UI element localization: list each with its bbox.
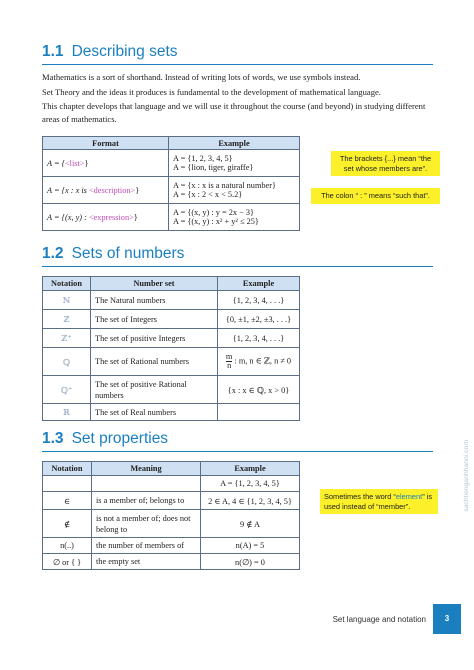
meaning-cell xyxy=(92,476,201,492)
meaning-cell: is a member of; belongs to xyxy=(92,492,201,510)
table-row xyxy=(43,554,300,570)
example-cell: {x : x ∈ ℚ, x > 0} xyxy=(218,376,300,404)
table-row xyxy=(43,492,300,510)
section-heading-1-1 xyxy=(42,43,178,61)
table-row xyxy=(43,204,300,231)
set-cell: The set of positive Integers xyxy=(91,329,218,348)
table-row xyxy=(43,177,300,204)
set-cell: The set of Integers xyxy=(91,310,218,329)
set-cell: The Natural numbers xyxy=(91,291,218,310)
section-title: Set properties xyxy=(71,430,169,447)
format-cell: A = {<list>} xyxy=(43,150,169,177)
set-cell: The set of Real numbers xyxy=(91,404,218,421)
example-cell: A = {x : x is a natural number} A = {x : 2 < x < 5.2} xyxy=(169,177,300,204)
table-row xyxy=(43,404,300,421)
intro-text xyxy=(42,71,437,125)
table-row xyxy=(43,538,300,554)
example-cell: n(A) = 5 xyxy=(201,538,300,554)
header-number-set: Number set xyxy=(91,277,218,291)
header-example: Example xyxy=(201,462,300,476)
brackets-note: The brackets {...} mean “the set whose members are”. xyxy=(331,151,440,176)
section-title: Sets of numbers xyxy=(71,245,185,262)
notation-cell: ℚ⁺ xyxy=(43,376,91,404)
section-number: 1.1 xyxy=(42,43,64,60)
header-example: Example xyxy=(169,137,300,150)
notation-cell xyxy=(43,476,92,492)
example-cell: A = {(x, y) : y = 2x − 3} A = {(x, y) : x² + y² ≤ 25} xyxy=(169,204,300,231)
header-notation: Notation xyxy=(43,462,92,476)
section-number: 1.2 xyxy=(42,245,64,262)
notation-cell: ℤ⁺ xyxy=(43,329,91,348)
notation-cell: ℚ xyxy=(43,348,91,376)
footer-chapter-title: Set language and notation xyxy=(332,615,426,624)
section-rule xyxy=(42,64,433,65)
meaning-cell: the number of members of xyxy=(92,538,201,554)
example-cell: n(∅) = 0 xyxy=(201,554,300,570)
table-row xyxy=(43,476,300,492)
section-number: 1.3 xyxy=(42,430,64,447)
example-cell: {1, 2, 3, 4, . . .} xyxy=(218,329,300,348)
section-heading-1-3 xyxy=(42,430,168,448)
header-meaning: Meaning xyxy=(92,462,201,476)
table-row xyxy=(43,376,300,404)
example-cell: {1, 2, 3, 4, . . .} xyxy=(218,291,300,310)
format-cell: A = {x : x is <description>} xyxy=(43,177,169,204)
example-cell: 9 ∉ A xyxy=(201,510,300,538)
notation-cell: ℕ xyxy=(43,291,91,310)
set-properties-table xyxy=(42,461,300,570)
meaning-cell: is not a member of; does not belong to xyxy=(92,510,201,538)
header-format: Format xyxy=(43,137,169,150)
table-row xyxy=(43,310,300,329)
example-cell: {0, ±1, ±2, ±3, . . .} xyxy=(218,310,300,329)
intro-paragraph-2: Set Theory and the ideas it produces is fundamental to the development of mathematical language. xyxy=(42,86,381,97)
example-cell: 2 ∈ A, 4 ∈ {1, 2, 3, 4, 5} xyxy=(201,492,300,510)
format-table xyxy=(42,136,300,231)
table-row xyxy=(43,348,300,376)
example-cell: $\frac{m}{n}$ : m, n ∈ ℤ, n ≠ 0 xyxy=(218,348,300,376)
header-notation: Notation xyxy=(43,277,91,291)
set-cell: The set of positive Rational numbers xyxy=(91,376,218,404)
table-row xyxy=(43,510,300,538)
intro-paragraph-3: This chapter develops that language and we will use it throughout the course (and beyond) in studying different areas of mathematics. xyxy=(42,101,426,124)
example-cell: A = {1, 2, 3, 4, 5} A = {lion, tiger, giraffe} xyxy=(169,150,300,177)
notation-cell: n(..) xyxy=(43,538,92,554)
format-cell: A = {(x, y) : <expression>} xyxy=(43,204,169,231)
meaning-cell: the empty set xyxy=(92,554,201,570)
element-note: Sometimes the word “element” is used instead of “member”. xyxy=(320,489,438,514)
section-rule xyxy=(42,266,433,267)
page-number: 3 xyxy=(433,604,461,634)
table-row xyxy=(43,150,300,177)
number-sets-table xyxy=(42,276,300,421)
intro-paragraph-1: Mathematics is a sort of shorthand. Instead of writing lots of words, we use symbols instead. xyxy=(42,72,361,82)
section-heading-1-2 xyxy=(42,245,184,263)
section-rule xyxy=(42,451,433,452)
fraction: $\frac{m}{n}$ xyxy=(225,352,233,370)
table-row xyxy=(43,329,300,348)
notation-cell: ∉ xyxy=(43,510,92,538)
colon-note: The colon “ : ” means “such that”. xyxy=(311,188,440,204)
notation-cell: ℤ xyxy=(43,310,91,329)
header-example: Example xyxy=(218,277,300,291)
notation-cell: ∈ xyxy=(43,492,92,510)
example-cell xyxy=(218,404,300,421)
notation-cell: ℝ xyxy=(43,404,91,421)
section-title: Describing sets xyxy=(71,43,178,60)
set-cell: The set of Rational numbers xyxy=(91,348,218,376)
table-row xyxy=(43,291,300,310)
watermark: sachtienganhhanoi.com xyxy=(463,440,470,512)
example-cell: A = {1, 2, 3, 4, 5} xyxy=(201,476,300,492)
notation-cell: ∅ or { } xyxy=(43,554,92,570)
